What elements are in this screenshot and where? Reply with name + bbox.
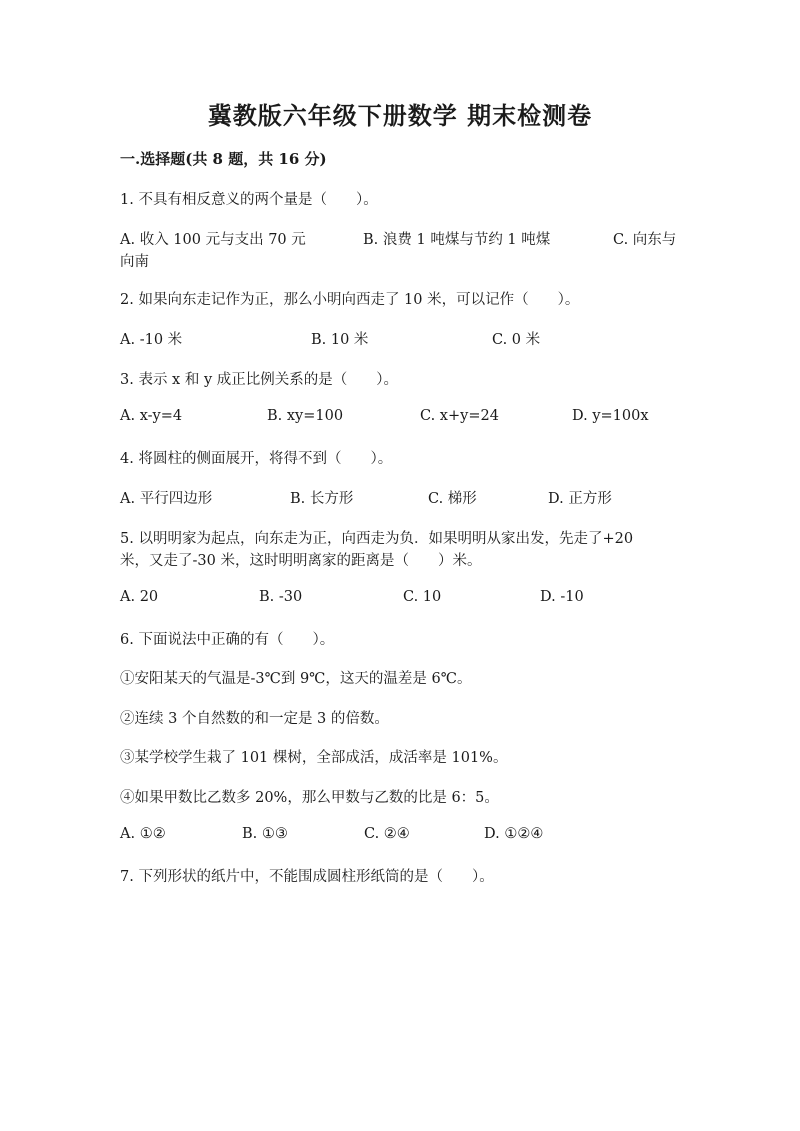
section-heading: 一.选择题(共 8 题，共 16 分): [120, 150, 327, 168]
question-4-option-b: B. 长方形: [290, 491, 354, 507]
question-2-option-c: C. 0 米: [492, 332, 541, 348]
question-2-option-b: B. 10 米: [311, 332, 369, 348]
question-3-option-a: A. x-y=4: [120, 408, 183, 424]
question-6-option-b: B. ①③: [242, 826, 288, 842]
page-title: 冀教版六年级下册数学 期末检测卷: [207, 101, 593, 130]
question-6-option-c: C. ②④: [364, 826, 410, 842]
question-5-stem-line-1: 5. 以明明家为起点，向东走为正，向西走为负．如果明明从家出发，先走了+20: [120, 531, 634, 547]
question-1-option-b: B. 浪费 1 吨煤与节约 1 吨煤: [363, 232, 551, 248]
question-4-option-c: C. 梯形: [428, 491, 477, 507]
question-4-stem: 4. 将圆柱的侧面展开，将得不到（ ）。: [120, 451, 393, 467]
question-6-option-d: D. ①②④: [484, 826, 544, 842]
question-6-statement-2: ②连续 3 个自然数的和一定是 3 的倍数。: [120, 711, 389, 727]
question-5-option-c: C. 10: [403, 589, 442, 605]
question-6-option-a: A. ①②: [120, 826, 166, 842]
question-1-option-c-continued: 向南: [120, 254, 149, 270]
question-3-option-b: B. xy=100: [267, 408, 344, 424]
question-5-option-d: D. -10: [540, 589, 584, 605]
question-4-option-a: A. 平行四边形: [120, 491, 213, 507]
question-6-statement-3: ③某学校学生栽了 101 棵树，全部成活，成活率是 101%。: [120, 750, 508, 766]
question-2-stem: 2. 如果向东走记作为正，那么小明向西走了 10 米，可以记作（ ）。: [120, 292, 580, 308]
question-5-stem-line-2: 米，又走了-30 米，这时明明离家的距离是（ ）米。: [120, 553, 482, 569]
question-1-option-c: C. 向东与: [613, 232, 677, 248]
question-6-statement-4: ④如果甲数比乙数多 20%，那么甲数与乙数的比是 6：5。: [120, 790, 499, 806]
question-4-option-d: D. 正方形: [548, 491, 612, 507]
question-1-option-a: A. 收入 100 元与支出 70 元: [120, 232, 306, 248]
question-7-stem: 7. 下列形状的纸片中，不能围成圆柱形纸筒的是（ ）。: [120, 869, 494, 885]
question-5-option-b: B. -30: [259, 589, 303, 605]
question-5-option-a: A. 20: [120, 589, 159, 605]
question-6-stem: 6. 下面说法中正确的有（ ）。: [120, 632, 335, 648]
question-2-option-a: A. -10 米: [120, 332, 183, 348]
question-3-option-c: C. x+y=24: [420, 408, 499, 424]
question-6-statement-1: ①安阳某天的气温是-3℃到 9℃，这天的温差是 6℃。: [120, 671, 472, 687]
question-3-option-d: D. y=100x: [572, 408, 649, 424]
question-3-stem: 3. 表示 x 和 y 成正比例关系的是（ ）。: [120, 372, 398, 388]
question-1-stem: 1. 不具有相反意义的两个量是（ ）。: [120, 192, 378, 208]
